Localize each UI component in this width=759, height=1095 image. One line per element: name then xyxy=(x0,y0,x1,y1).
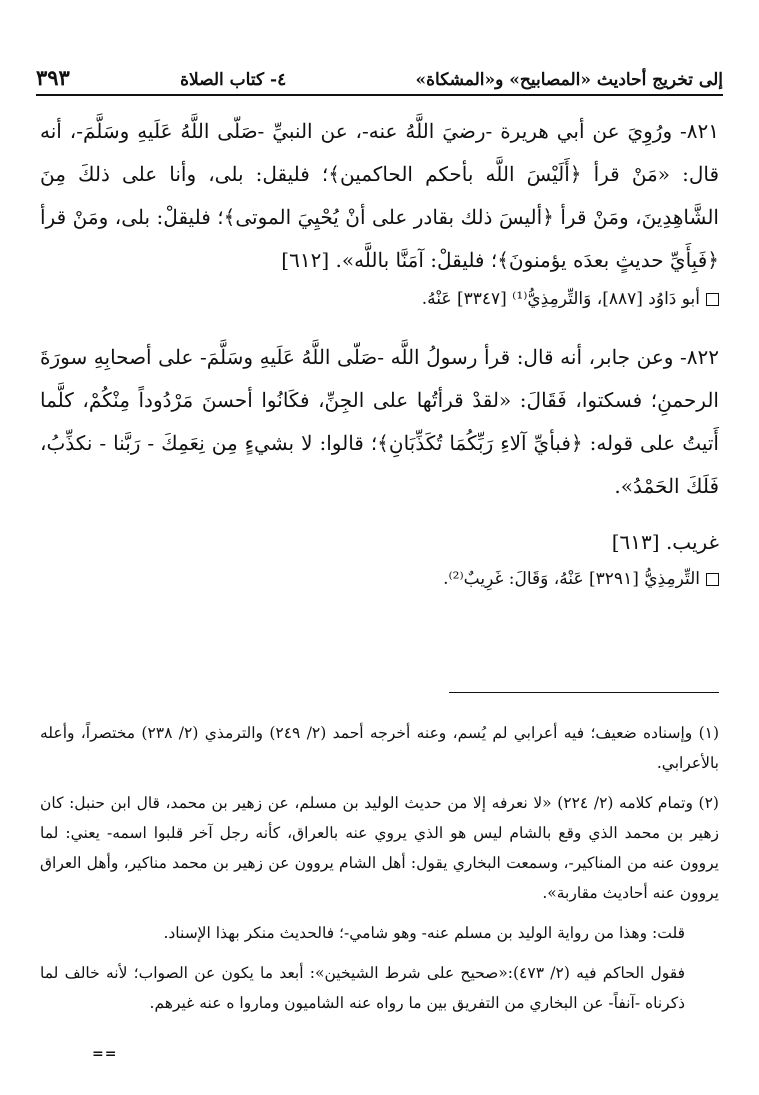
main-text xyxy=(40,110,719,594)
footnote-1: (١) وإسناده ضعيف؛ فيه أعرابي لم يُسم، وعنه أخرجه أحمد (٢/ ٢٤٩) والترمذي (٢/ ٢٣٨) مختصراً، وأعله بالأعرابي. xyxy=(40,724,720,772)
hadith-822-source xyxy=(40,564,719,594)
page-number: ٣٩٣ xyxy=(36,65,70,90)
hadith-821-source-text: أبو دَاوُد [٨٨٧]، وَالتِّرمِذِيُّ⁽¹⁾ [٣٣٤٧] عَنْهُ. xyxy=(421,289,700,309)
chapter-title: ٤- كتاب الصلاة xyxy=(180,70,287,90)
footnote-2: (٢) وتمام كلامه (٢/ ٢٢٤) «لا نعرفه إلا من حديث الوليد بن مسلم، عن زهير بن محمد، قال ابن حنبل: كان زهير بن محمد الذي وقع بالشام ليس هو الذي يروي عنه بالعراق، كأنه رجل آخر قلبوا اسمه- يعني: لما يروون عنه من المناكير-، وسمعت البخاري يقول: أهل الشام يروون عن زهير بن محمد مناكير، وأهل العراق يروون عنه أحاديث مقاربة». xyxy=(40,794,719,902)
source-box-icon xyxy=(706,293,719,306)
footnotes xyxy=(40,718,719,1028)
page-header xyxy=(36,56,723,96)
book-title: إلى تخريج أحاديث «المصابيح» و«المشكاة» xyxy=(415,70,723,90)
hadith-821-source xyxy=(40,284,719,314)
end-mark: == xyxy=(92,1046,118,1062)
source-box-icon xyxy=(706,573,719,586)
hadith-822-source-text: التِّرمِذِيُّ [٣٢٩١] عَنْهُ، وَقَالَ: غَرِيبٌ⁽²⁾. xyxy=(443,569,700,589)
footnote-hakim: فقول الحاكم فيه (٢/ ٤٧٣):«صحيح على شرط الشيخين»: أبعد ما يكون عن الصواب؛ لأنه خالف لما ذكرناه -آنفاً- عن البخاري من التفريق بين ما رواه عنه الشاميون وماروا ه عنه غيرهم. xyxy=(40,964,686,1012)
hadith-822-grade: غريب. [٦١٣] xyxy=(611,530,719,554)
footnote-comment: قلت: وهذا من رواية الوليد بن مسلم عنه- وهو شامي-؛ فالحديث منكر بهذا الإسناد. xyxy=(163,924,685,942)
hadith-821-text: ٨٢١- ورُوِيَ عن أبي هريرة -رضيَ اللَّهُ عنه-، عن النبيِّ -صَلّى اللَّهُ عَلَيهِ وسَلَّمَ-، أنه قال: «مَنْ قرأ ﴿أَلَيْسَ اللَّه بأحكم الحاكمين﴾؛ فليقل: بلى، وأنا على ذلكَ مِنَ الشَّاهِدِينَ، ومَنْ قرأ ﴿أليسَ ذلك بقادر على أنْ يُحْيِيَ الموتى﴾؛ فليقلْ: بلى، ومَنْ قرأ ﴿فَبِأَيِّ حديثٍ بعدَه يؤمنونَ﴾؛ فليقلْ: آمَنَّا باللَّه». [٦١٢] xyxy=(40,119,719,272)
footnote-divider xyxy=(449,692,719,693)
hadith-822-text: ٨٢٢- وعن جابر، أنه قال: قرأ رسولُ اللَّه -صَلّى اللَّهُ عَلَيهِ وسَلَّمَ- على أصحابِهِ سورَةَ الرحمنِ؛ فسكتوا، فَقَالَ: «لقدْ قرأتُها على الجِنِّ، فكَانُوا أحسنَ مَرْدُوداً مِنْكُمْ، كلَّما أَتيتُ على قوله: ﴿فبأيِّ آلاءِ رَبِّكُمَا تُكَذِّبَانِ﴾؛ قالوا: لا بشيءٍ مِن نِعَمِكَ - رَبَّنا - نكذِّبُ، فَلَكَ الحَمْدُ». xyxy=(40,345,719,498)
